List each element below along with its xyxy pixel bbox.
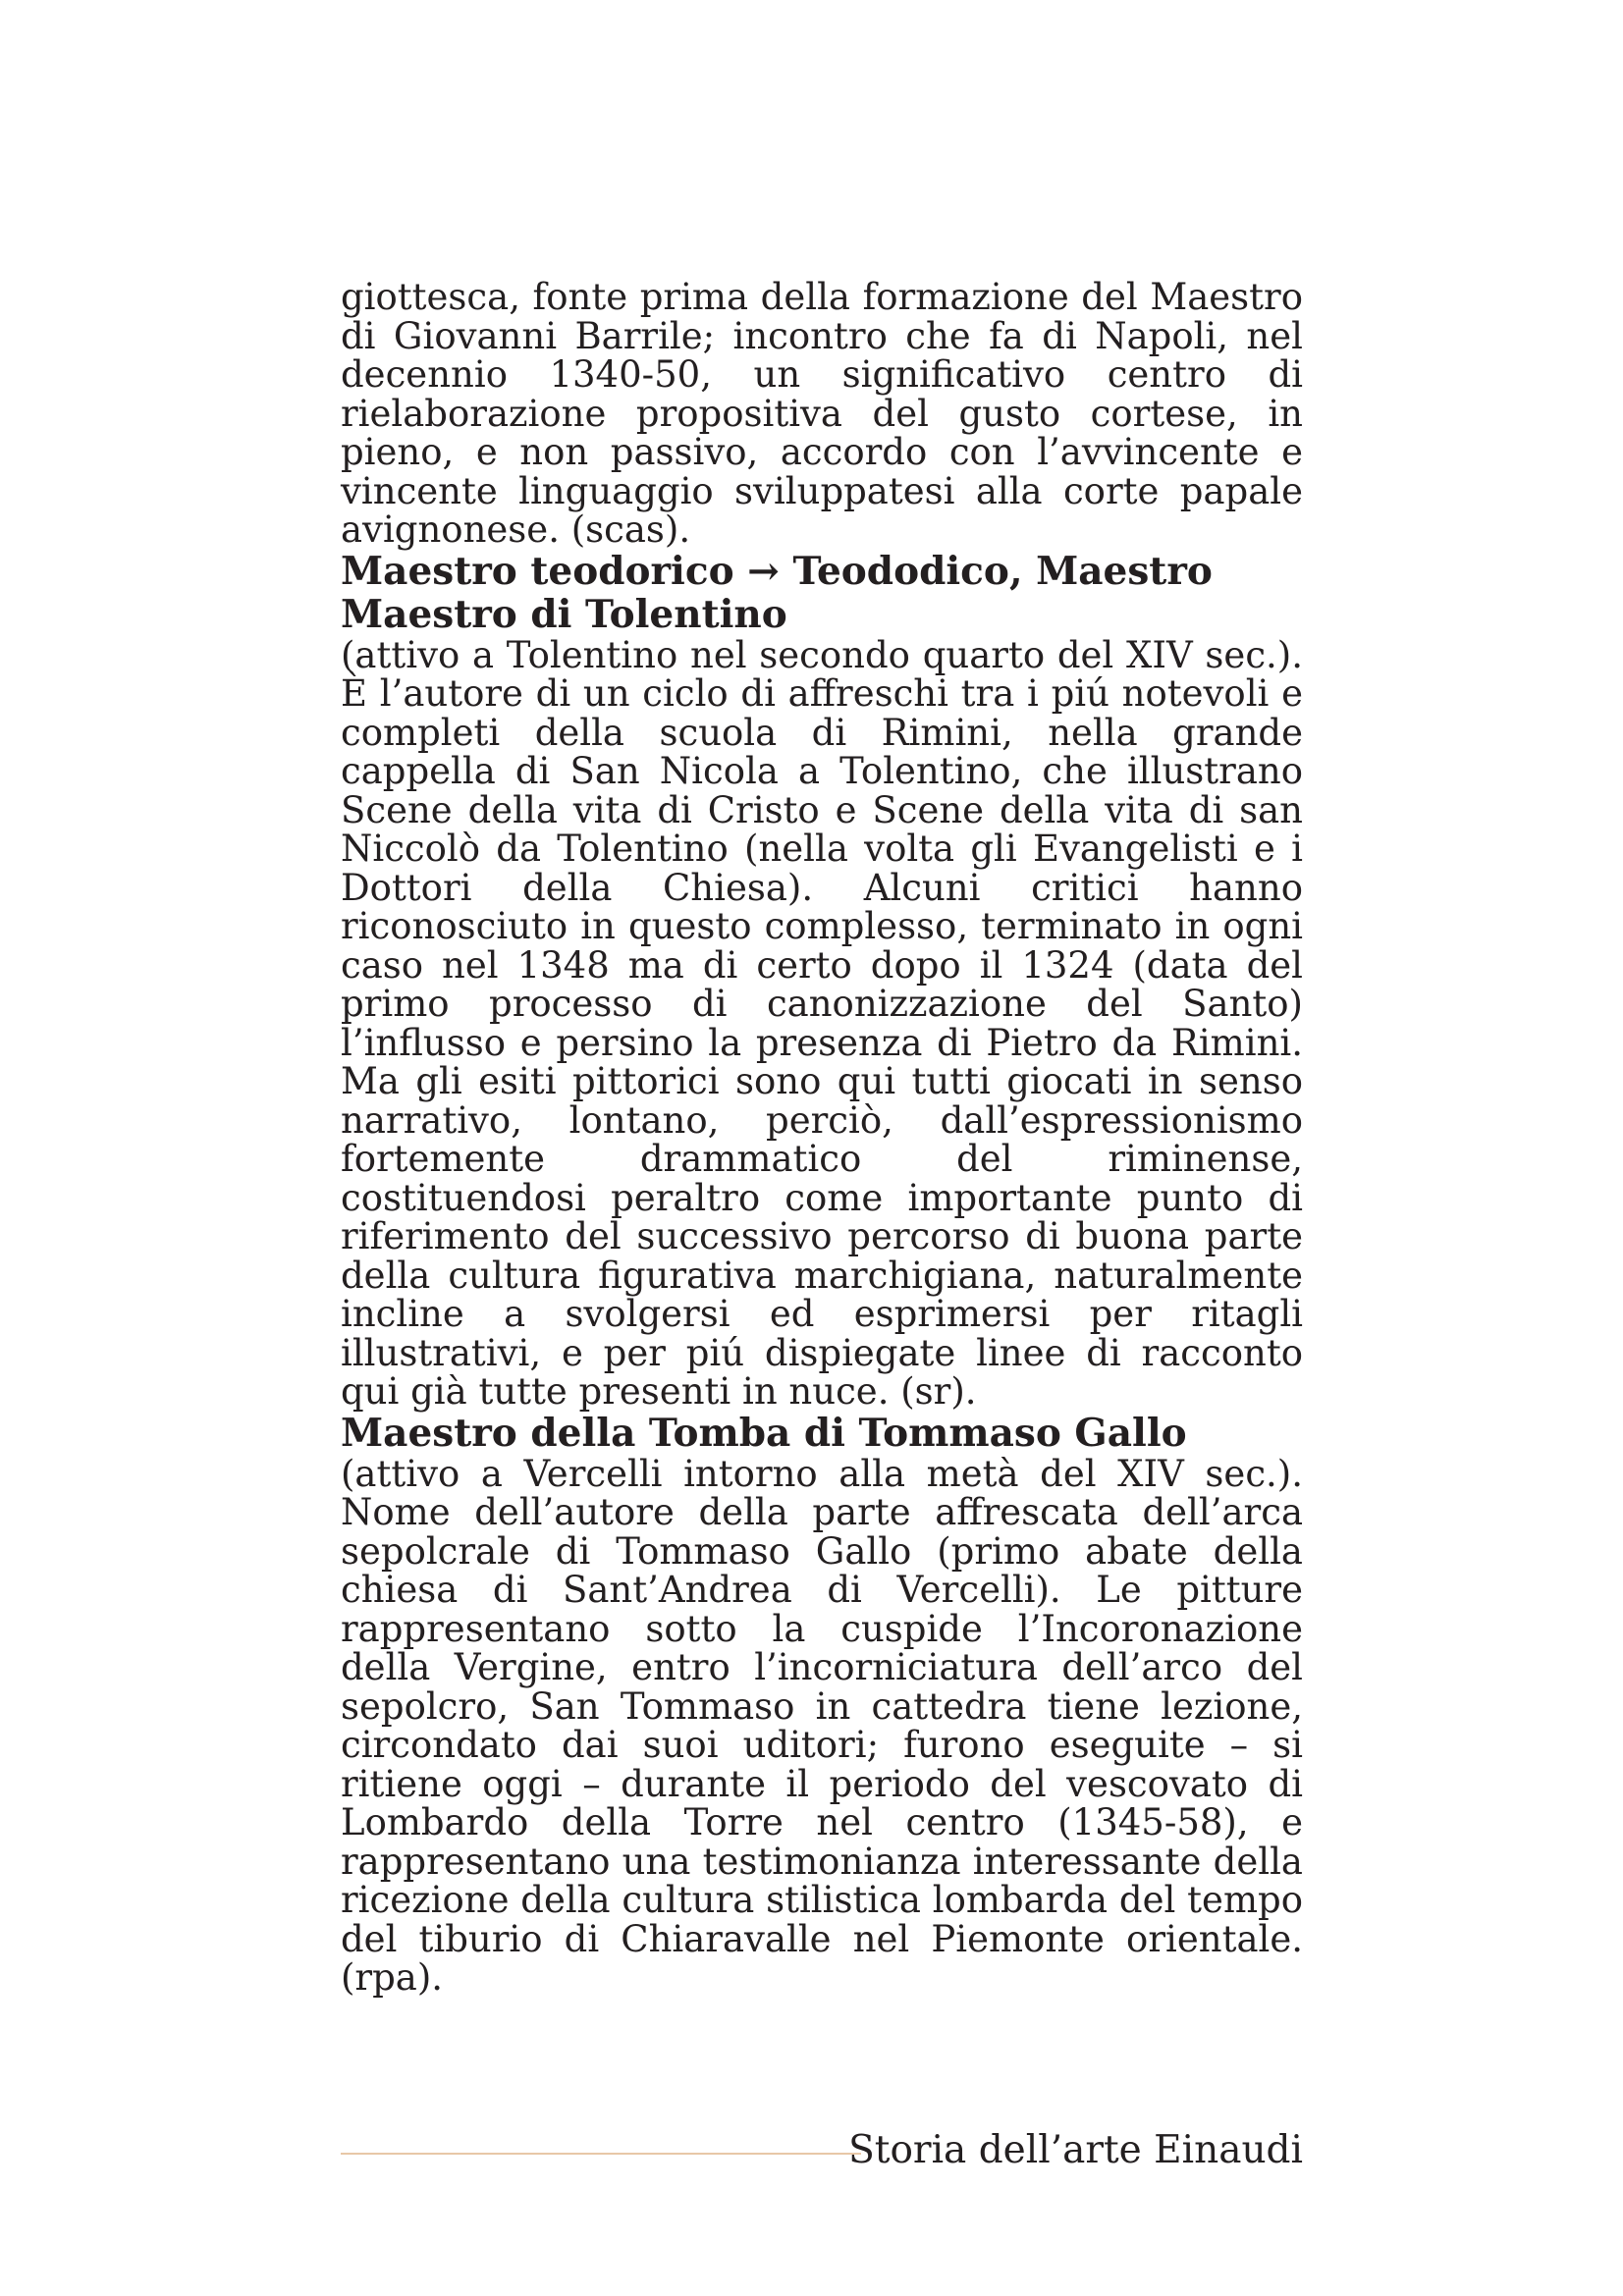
footer-rule [341,2153,861,2155]
footer-publisher: Storia dell’arte Einaudi [848,2128,1303,2172]
entry-title-tolentino: Maestro di Tolentino [341,591,787,637]
page-footer [341,2128,1303,2177]
intro-paragraph: giottesca, fonte prima della formazione del Maestro di Giovanni Barrile; incontro che fa di Napoli, nel decennio 1340-50, un significativo centro di rielaborazione propositiva del gusto cortese, in pieno, e non passivo, accordo con l’avvincente e vincente linguaggio sviluppatesi alla corte papale avignonese. (scas). [341,276,1303,551]
entry-title-tommaso-gallo: Maestro della Tomba di Tommaso Gallo [341,1410,1187,1456]
entry-body-tommaso-gallo: (attivo a Vercelli intorno alla metà del XIV sec.). Nome dell’autore della parte affrescata dell’arca sepolcrale di Tommaso Gallo (primo abate della chiesa di Sant’Andrea di Vercelli). Le pitture rappresentano sotto la cuspide l’Incoronazione della Vergine, entro l’incorniciatura dell’arco del sepolcro, San Tommaso in cattedra tiene lezione, circondato dai suoi uditori; furono eseguite – si ritiene oggi – durante il periodo del vescovato di Lombardo della Torre nel centro (1345-58), e rappresentano una testimonianza interessante della ricezione della cultura stilistica lombarda del tempo del tiburio di Chiaravalle nel Piemonte orientale. (rpa). [341,1452,1303,1999]
entry-body-tolentino: (attivo a Tolentino nel secondo quarto del XIV sec.). È l’autore di un ciclo di affreschi tra i piú notevoli e completi della scuola di Rimini, nella grande cappella di San Nicola a Tolentino, che illustrano Scene della vita di Cristo e Scene della vita di san Niccolò da Tolentino (nella volta gli Evangelisti e i Dottori della Chiesa). Alcuni critici hanno riconosciuto in questo complesso, terminato in ogni caso nel 1348 ma di certo dopo il 1324 (data del primo processo di canonizzazione del Santo) l’influsso e persino la presenza di Pietro da Rimini. Ma gli esiti pittorici sono qui tutti giocati in senso narrativo, lontano, perciò, dall’espressionismo fortemente drammatico del riminense, costituendosi peraltro come importante punto di riferimento del successivo percorso di buona parte della cultura figurativa marchigiana, naturalmente incline a svolgersi ed esprimersi per ritagli illustrativi, e per piú dispiegate linee di racconto qui già tutte presenti in nuce. (sr). [341,633,1303,1413]
page-text [341,278,1303,1998]
crossref-heading: Maestro teodorico → Teododico, Maestro [341,548,1213,594]
